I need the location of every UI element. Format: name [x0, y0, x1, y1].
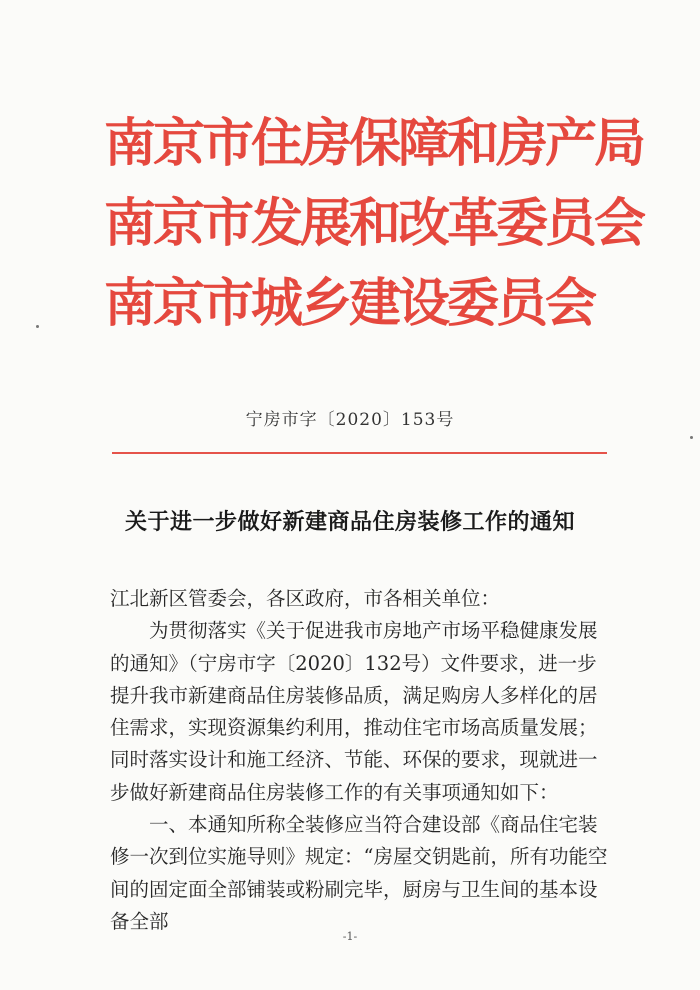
scan-speck — [36, 325, 39, 328]
body-paragraph: 一、本通知所称全装修应当符合建设部《商品住宅装修一次到位实施导则》规定：“房屋交钥匙前，所有功能空间的固定面全部铺装或粉刷完毕，厨房与卫生间的基本设备全部 — [110, 813, 608, 933]
issuer-housing-bureau: 南京市住房保障和房产局 — [104, 113, 644, 174]
issuing-authorities — [104, 104, 644, 344]
salutation: 江北新区管委会，各区政府，市各相关单位： — [110, 587, 501, 610]
notice-title: 关于进一步做好新建商品住房装修工作的通知 — [124, 509, 575, 535]
scan-speck — [690, 436, 693, 439]
issuer-development-reform-commission: 南京市发展和改革委员会 — [104, 193, 644, 254]
notice-body — [110, 583, 610, 938]
body-paragraph: 为贯彻落实《关于促进我市房地产市场平稳健康发展的通知》（宁房市字〔2020〕132号）文件要求，进一步提升我市新建商品住房装修品质，满足购房人多样化的居住需求，实现资源集约利用，推动住宅市场高质量发展；同时落实设计和施工经济、节能、环保的要求，现就进一步做好新建商品住房装修工作的有关事项通知如下： — [110, 619, 598, 804]
issuer-urban-rural-construction-commission: 南京市城乡建设委员会 — [104, 273, 595, 334]
page-number: -1- — [342, 930, 358, 943]
document-number: 宁房市字〔2020〕153号 — [245, 410, 455, 430]
red-separator-line — [112, 452, 607, 454]
